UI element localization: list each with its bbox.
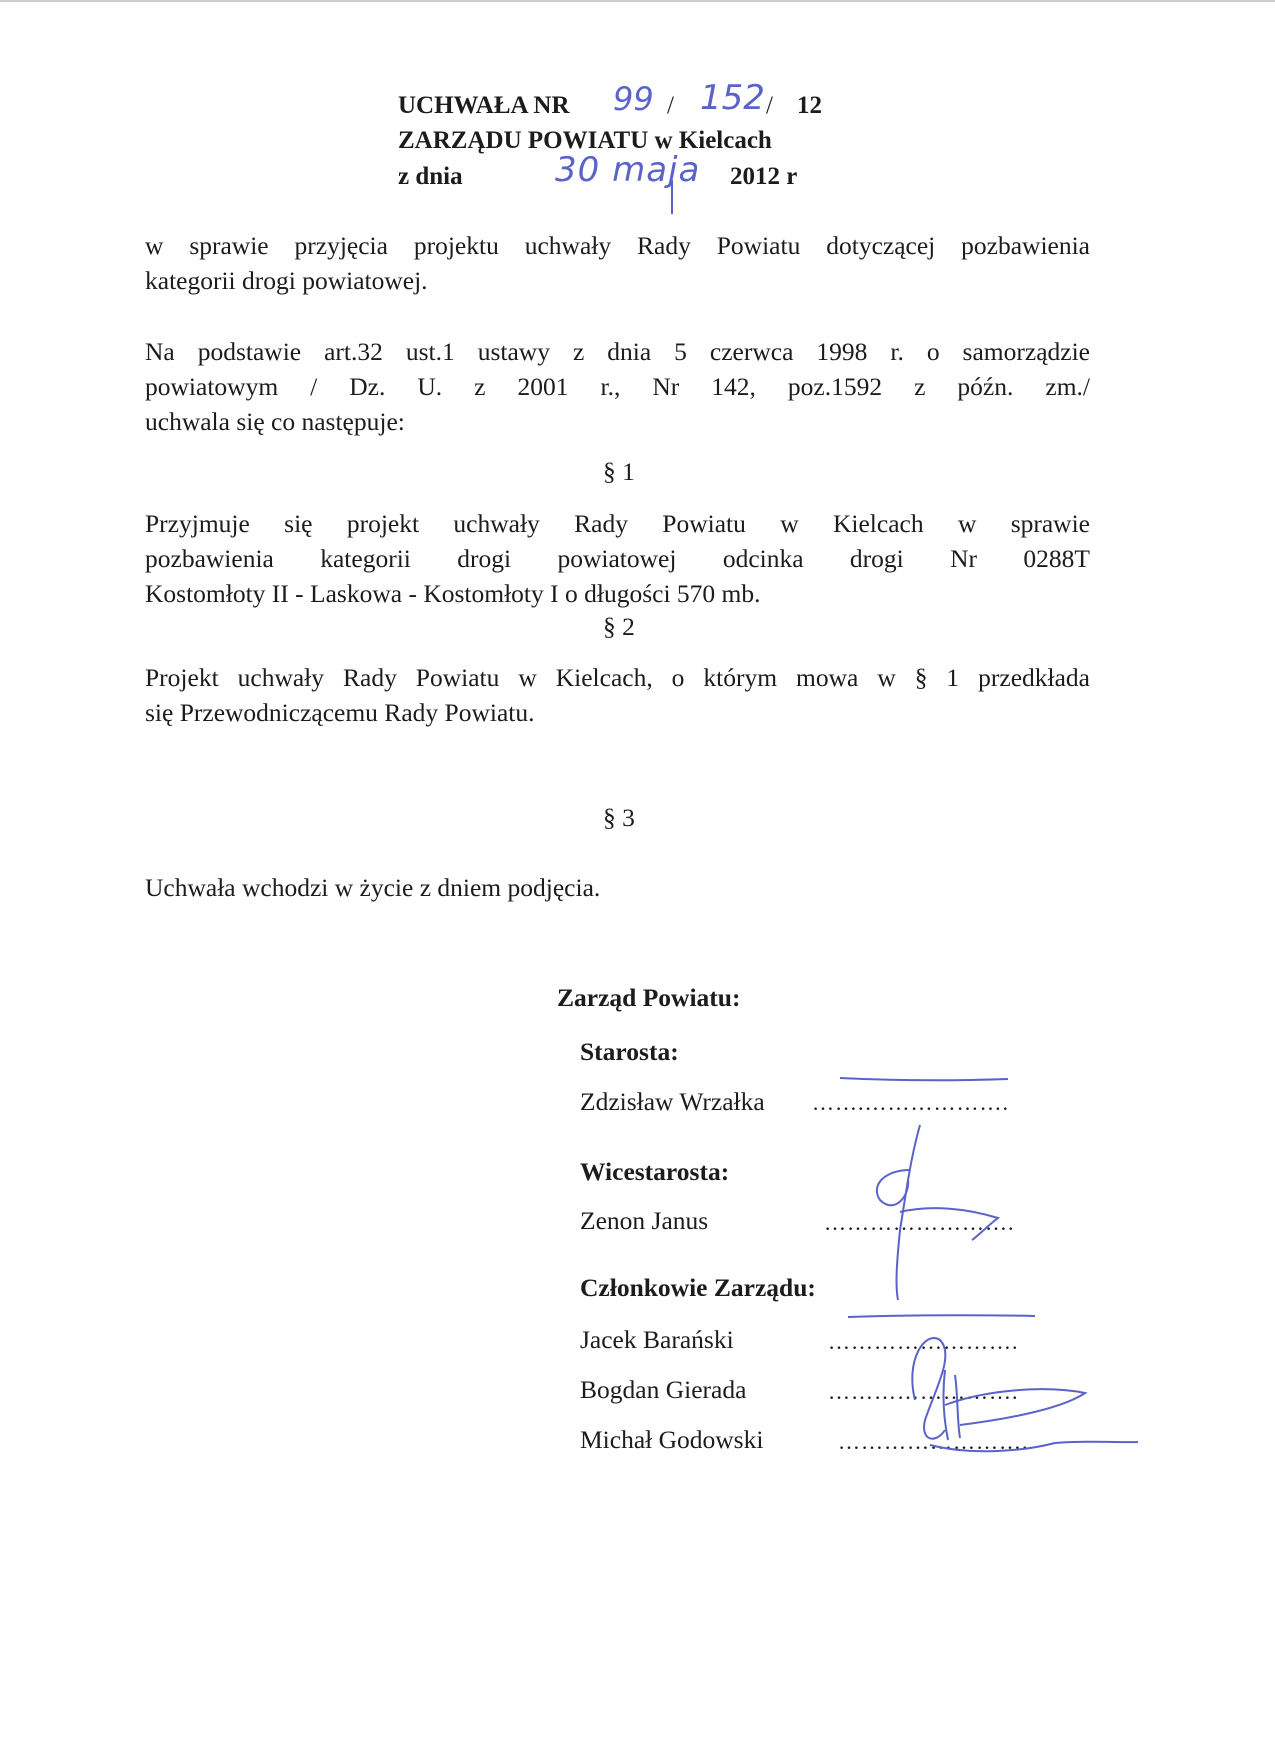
wicestarosta-name: Zenon Janus — [580, 1206, 709, 1235]
subject-line: w sprawie przyjęcia projektu uchwały Rady Powiatu dotyczącej pozbawienia — [145, 231, 1090, 260]
legal-basis-line: Na podstawie art.32 ust.1 ustawy z dnia 5 czerwca 1998 r. o samorządzie — [145, 337, 1090, 366]
handwritten-resolution-number-1: 99 — [613, 80, 654, 118]
resolution-title-prefix: UCHWAŁA NR — [398, 92, 570, 119]
date-year: 2012 r — [730, 163, 798, 190]
member-signature-line: ……………………. — [838, 1429, 1029, 1454]
section-mark-3: § 3 — [603, 803, 635, 832]
number-separator-1: / — [667, 92, 674, 119]
date-prefix: z dnia — [398, 163, 463, 190]
issuing-body: ZARZĄDU POWIATU w Kielcach — [398, 127, 772, 154]
board-title: Zarząd Powiatu: — [557, 983, 741, 1012]
wicestarosta-signature — [877, 1125, 998, 1300]
starosta-signature-line: …….………………. — [812, 1090, 1009, 1115]
starosta-signature — [840, 1078, 1008, 1080]
member-name: Bogdan Gierada — [580, 1375, 747, 1404]
legal-basis-line: powiatowym / Dz. U. z 2001 r., Nr 142, poz.1592 z późn. zm./ — [145, 372, 1090, 401]
section-mark-1: § 1 — [603, 457, 635, 486]
handwritten-date: 30 maja — [555, 150, 701, 190]
number-separator-2: / — [766, 92, 773, 119]
section-line: Przyjmuje się projekt uchwały Rady Powiatu w Kielcach w sprawie — [145, 509, 1090, 538]
section-line: pozbawienia kategorii drogi powiatowej odcinka drogi Nr 0288T — [145, 544, 1090, 573]
resolution-year-suffix: 12 — [797, 92, 822, 119]
member-signature-line-stroke — [848, 1315, 1035, 1317]
members-label: Członkowie Zarządu: — [580, 1273, 816, 1302]
section-mark-2: § 2 — [603, 612, 635, 641]
section-line: Uchwała wchodzi w życie z dniem podjęcia. — [145, 873, 601, 902]
starosta-name: Zdzisław Wrzałka — [580, 1087, 765, 1116]
section-line: Projekt uchwały Rady Powiatu w Kielcach, o którym mowa w § 1 przedkłada — [145, 663, 1090, 692]
wicestarosta-label: Wicestarosta: — [580, 1157, 730, 1186]
member-signatures — [912, 1338, 1138, 1451]
member-signature-line: ……………………. — [828, 1379, 1019, 1404]
handwritten-resolution-number-2: 152 — [700, 78, 765, 118]
member-name: Michał Godowski — [580, 1425, 764, 1454]
wicestarosta-signature-line: ……………………. — [824, 1210, 1015, 1235]
member-signature-line: ……………………. — [828, 1329, 1019, 1354]
legal-basis-line: uchwala się co następuje: — [145, 407, 405, 436]
member-name: Jacek Barański — [580, 1325, 734, 1354]
subject-line: kategorii drogi powiatowej. — [145, 266, 428, 295]
section-line: Kostomłoty II - Laskowa - Kostomłoty I o długości 570 mb. — [145, 579, 761, 608]
starosta-label: Starosta: — [580, 1037, 679, 1066]
section-line: się Przewodniczącemu Rady Powiatu. — [145, 698, 535, 727]
